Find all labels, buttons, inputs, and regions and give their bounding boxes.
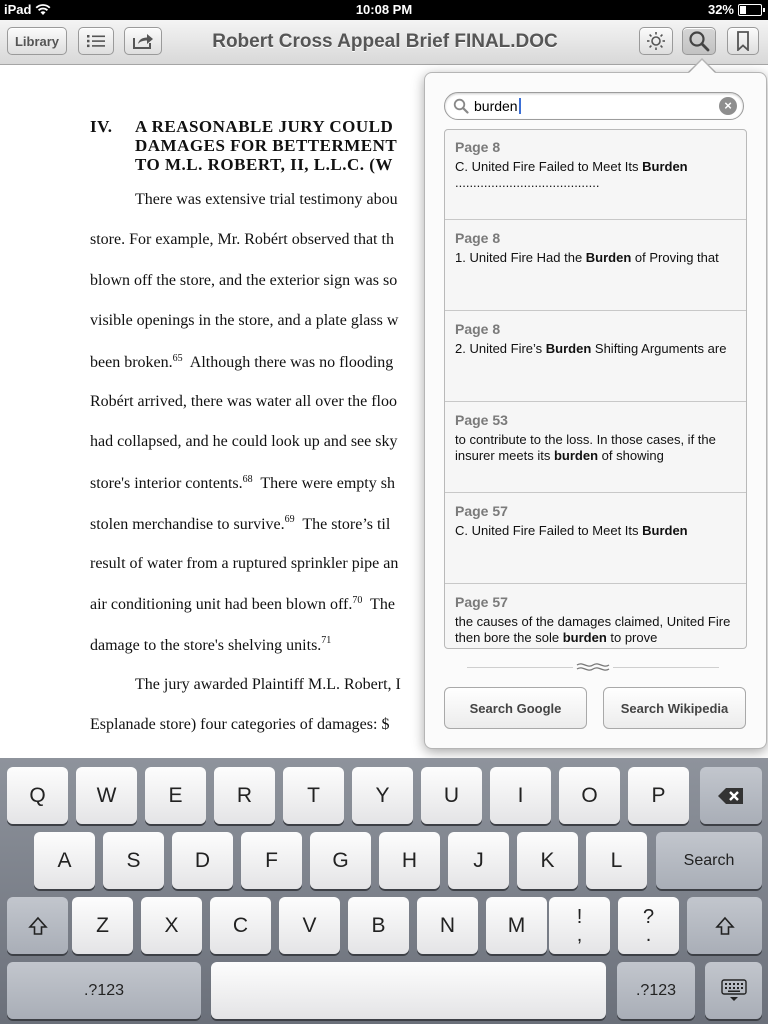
body-line [90, 514, 390, 533]
snippet-before: 2. United Fire’s [455, 341, 546, 356]
result-page: Page 57 [455, 503, 508, 519]
result-page: Page 53 [455, 412, 508, 428]
search-result-item[interactable] [445, 494, 746, 584]
result-page: Page 57 [455, 594, 508, 610]
key-a[interactable]: A [34, 832, 95, 889]
result-page: Page 8 [455, 139, 501, 155]
heading-line: A REASONABLE JURY COULD [135, 117, 394, 136]
result-snippet [455, 159, 735, 191]
line-text: Esplanade store) four categories of damages: $ [90, 716, 390, 734]
footnote-ref[interactable]: 69 [284, 514, 295, 526]
search-results-list[interactable] [444, 129, 747, 649]
key-n[interactable]: N [417, 897, 478, 954]
result-snippet [455, 432, 735, 464]
search-result-item[interactable] [445, 312, 746, 402]
line-text-after: The store’s til [294, 515, 391, 533]
snippet-match: Burden [545, 341, 592, 356]
key-j[interactable]: J [448, 832, 509, 889]
line-text: store's interior contents. [90, 475, 243, 493]
body-line [90, 312, 398, 330]
footnote-ref[interactable]: 68 [242, 473, 253, 485]
body-line [90, 231, 394, 249]
line-text: The jury awarded Plaintiff M.L. Robert, I [135, 675, 401, 693]
line-text: blown off the store, and the exterior sign was so [90, 271, 398, 289]
result-snippet [455, 341, 735, 357]
heading-text [135, 117, 397, 174]
snippet-match: Burden [642, 159, 688, 174]
snippet-match: Burden [585, 250, 632, 265]
numbers-key-right[interactable]: .?123 [617, 962, 695, 1019]
status-bar [0, 0, 768, 20]
key-p[interactable]: P [628, 767, 689, 824]
snippet-before: 1. United Fire Had the [455, 250, 586, 265]
status-right [708, 2, 762, 17]
punctuation-glyphs [576, 905, 583, 946]
backspace-icon [717, 787, 745, 805]
key-e[interactable]: E [145, 767, 206, 824]
snippet-after: of Proving that [631, 250, 719, 265]
key-k[interactable]: K [517, 832, 578, 889]
line-text: been broken. [90, 353, 173, 371]
line-text: Robért arrived, there was water all over the floo [90, 393, 397, 410]
bookmark-icon [736, 31, 750, 51]
search-icon [688, 30, 710, 52]
search-result-item[interactable] [445, 130, 746, 220]
battery-icon [738, 4, 762, 16]
table-of-contents-button[interactable] [78, 27, 114, 55]
body-line [135, 191, 398, 209]
body-line [90, 716, 389, 734]
search-wikipedia-button[interactable]: Search Wikipedia [603, 687, 746, 729]
result-snippet [455, 614, 735, 646]
body-line [90, 433, 397, 451]
search-popover [424, 72, 767, 749]
body-line [135, 676, 401, 694]
footnote-ref[interactable]: 70 [352, 595, 363, 606]
line-text: damage to the store's shelving units. [90, 636, 322, 654]
punct-top: ? [642, 905, 655, 928]
shift-key-right[interactable] [687, 897, 762, 954]
key-x[interactable]: X [141, 897, 202, 954]
snippet-match: burden [553, 448, 599, 463]
key-u[interactable]: U [421, 767, 482, 824]
key-punctuation[interactable] [549, 897, 610, 954]
search-google-button[interactable]: Search Google [444, 687, 587, 729]
line-text: visible openings in the store, and a plate glass w [90, 312, 399, 330]
line-text-after: The [362, 596, 395, 614]
key-h[interactable]: H [379, 832, 440, 889]
search-button[interactable] [682, 27, 716, 55]
search-result-item[interactable] [445, 403, 746, 493]
numbers-key-left[interactable]: .?123 [7, 962, 201, 1019]
on-screen-keyboard [0, 758, 768, 1024]
share-button[interactable] [124, 27, 162, 55]
snippet-before: C. United Fire Failed to Meet Its [455, 159, 643, 174]
list-icon [87, 34, 105, 48]
shift-icon [28, 916, 48, 936]
space-bar[interactable] [211, 962, 606, 1019]
brightness-icon [646, 31, 666, 51]
snippet-after: of showing [598, 448, 664, 463]
search-result-item[interactable] [445, 221, 746, 311]
footnote-ref[interactable]: 71 [321, 635, 332, 647]
key-b[interactable]: B [348, 897, 409, 954]
result-page: Page 8 [455, 321, 501, 337]
body-line [90, 393, 397, 411]
key-i[interactable]: I [490, 767, 551, 824]
result-page: Page 8 [455, 230, 501, 246]
key-f[interactable]: F [241, 832, 302, 889]
body-line [90, 635, 331, 654]
shift-key-left[interactable] [7, 897, 68, 954]
brightness-button[interactable] [639, 27, 673, 55]
line-text: air conditioning unit had been blown off. [90, 596, 353, 614]
snippet-after: Shifting Arguments are [591, 341, 727, 356]
key-m[interactable]: M [486, 897, 547, 954]
key-z[interactable]: Z [72, 897, 133, 954]
snippet-before: the causes of the damages claimed, United Fire then bore the sole [455, 614, 731, 645]
line-text: had collapsed, and he could look up and see sky [90, 433, 398, 451]
body-line [90, 353, 393, 372]
magnifier-icon [453, 98, 469, 114]
body-line [90, 474, 395, 493]
key-r[interactable]: R [214, 767, 275, 824]
wave-ornament-icon [573, 657, 613, 677]
snippet-after: to prove [606, 630, 658, 645]
snippet-after: ........................................ [455, 175, 600, 190]
battery-level [740, 6, 746, 14]
line-text: result of water from a ruptured sprinkler pipe an [90, 554, 399, 572]
key-t[interactable]: T [283, 767, 344, 824]
key-q[interactable]: Q [7, 767, 68, 824]
search-result-item[interactable] [445, 585, 746, 649]
clear-search-icon[interactable]: × [719, 97, 737, 115]
popover-arrow-inner [689, 60, 715, 73]
punct-bottom: , [576, 923, 583, 946]
document-title: Robert Cross Appeal Brief FINAL.DOC [212, 31, 558, 52]
key-g[interactable]: G [310, 832, 371, 889]
line-text-after: Although there was no flooding [182, 353, 394, 371]
bookmark-button[interactable] [727, 27, 759, 55]
key-y[interactable]: Y [352, 767, 413, 824]
snippet-before: to contribute to the loss. In those cases, if the insurer meets its [455, 432, 716, 463]
footnote-ref[interactable]: 65 [172, 352, 183, 364]
line-text-after: There were empty sh [252, 475, 395, 493]
key-w[interactable]: W [76, 767, 137, 824]
punct-bottom: . [645, 923, 652, 946]
keyboard-hide-icon [721, 979, 747, 1003]
snippet-before: C. United Fire Failed to Meet Its [455, 523, 643, 538]
punct-top: ! [576, 905, 583, 928]
share-icon [132, 33, 154, 49]
key-l[interactable]: L [586, 832, 647, 889]
key-s[interactable]: S [103, 832, 164, 889]
snippet-match: burden [562, 630, 607, 645]
key-d[interactable]: D [172, 832, 233, 889]
backspace-key[interactable] [700, 767, 762, 824]
status-time: 10:08 PM [355, 2, 413, 17]
result-snippet [455, 250, 735, 266]
search-query: burden [474, 98, 518, 114]
punctuation-glyphs [642, 905, 655, 946]
snippet-match: Burden [642, 523, 688, 538]
body-line [90, 595, 395, 614]
body-line [90, 272, 397, 290]
heading-line: DAMAGES FOR BETTERMENT [135, 136, 398, 155]
key-v[interactable]: V [279, 897, 340, 954]
body-line [90, 555, 398, 573]
battery-percent: 32% [707, 2, 734, 17]
key-c[interactable]: C [210, 897, 271, 954]
library-button[interactable]: Library [7, 27, 67, 55]
heading-number: IV. [90, 117, 113, 136]
text-cursor [519, 98, 521, 114]
search-field[interactable] [444, 92, 744, 120]
key-punctuation[interactable] [618, 897, 679, 954]
device-name: iPad [4, 2, 32, 17]
line-text: stolen merchandise to survive. [90, 515, 285, 533]
search-key[interactable]: Search [656, 832, 762, 889]
reader-toolbar [0, 20, 768, 65]
line-text: store. For example, Mr. Robért observed that th [90, 231, 394, 249]
result-snippet [455, 523, 735, 539]
key-o[interactable]: O [559, 767, 620, 824]
hide-keyboard-key[interactable] [705, 962, 762, 1019]
shift-icon [715, 916, 735, 936]
search-input[interactable] [474, 98, 521, 114]
heading-line: TO M.L. ROBERT, II, L.L.C. (W [135, 155, 393, 174]
line-text: There was extensive trial testimony abou [135, 191, 398, 208]
